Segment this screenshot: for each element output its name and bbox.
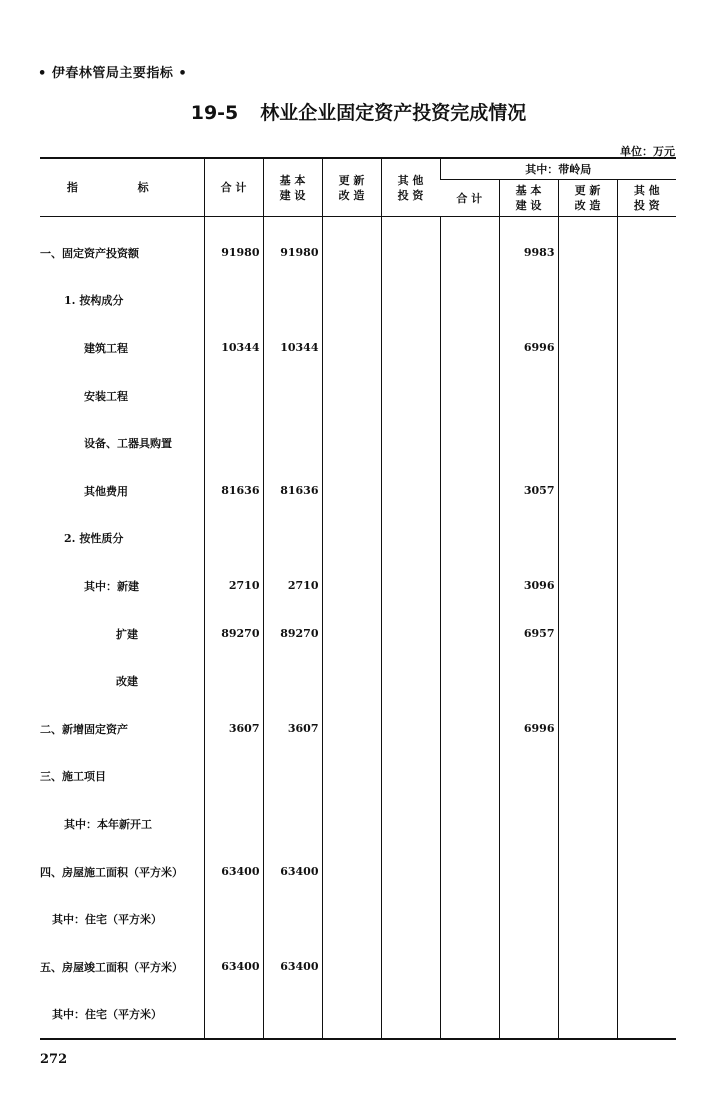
page-title <box>0 98 717 125</box>
running-head: • 伊春林管局主要指标 • <box>38 66 188 81</box>
row-label: 建筑工程 <box>84 341 128 355</box>
table-row <box>40 800 676 848</box>
row-label: 1. 按构成分 <box>64 294 124 308</box>
table-row <box>40 753 676 801</box>
row-label: 扩建 <box>116 627 138 641</box>
table-row <box>40 991 676 1040</box>
row-label: 五、房屋竣工面积（平方米） <box>40 960 183 974</box>
row-label: 其中：新建 <box>84 579 139 593</box>
title-number: 19-5 <box>190 102 239 124</box>
table-row <box>40 419 676 467</box>
table-row <box>40 277 676 325</box>
row-label: 二、新增固定资产 <box>40 722 128 736</box>
row-label: 三、施工项目 <box>40 770 106 784</box>
cell-renew <box>322 217 381 277</box>
cell-sub-renew <box>558 217 617 277</box>
table-row: 五、房屋竣工面积（平方米） 63400 63400 <box>40 943 676 991</box>
table-row: 其中：新建 2710 2710 3096 <box>40 562 676 610</box>
row-label: 安装工程 <box>84 389 128 403</box>
table-row <box>40 657 676 705</box>
table-row <box>40 895 676 943</box>
row-label: 其中：本年新开工 <box>64 817 152 831</box>
cell-sub-other <box>617 217 676 277</box>
unit-label: 单位：万元 <box>620 145 675 158</box>
row-label: 四、房屋施工面积（平方米） <box>40 865 183 879</box>
header-sub-total: 合 计 <box>456 191 483 205</box>
cell-sub-total <box>440 217 499 277</box>
row-label: 2. 按性质分 <box>64 532 124 546</box>
header-group-dailing: 其中：带岭局 <box>440 158 676 180</box>
header-indicator: 指 标 <box>66 181 177 194</box>
cell-other <box>381 217 440 277</box>
header-other: 其 他 投 资 <box>381 158 440 217</box>
row-label: 其中：住宅（平方米） <box>52 1008 162 1022</box>
table-row: 其他费用 81636 81636 3057 <box>40 467 676 515</box>
row-label: 其他费用 <box>84 484 128 498</box>
investment-table <box>40 157 676 1040</box>
header-total: 合 计 <box>204 158 263 217</box>
header-sub-basic: 基 本 建 设 <box>499 180 558 217</box>
table-row <box>40 372 676 420</box>
header-sub-renew: 更 新 改 造 <box>558 180 617 217</box>
page-number: 272 <box>40 1052 68 1067</box>
cell-sub-basic: 9983 <box>499 217 558 277</box>
row-label: 一、固定资产投资额 <box>40 246 139 260</box>
header-renew: 更 新 改 造 <box>322 158 381 217</box>
table-row: 建筑工程 10344 10344 6996 <box>40 324 676 372</box>
header-sub-other: 其 他 投 资 <box>617 180 676 217</box>
table-row: 扩建 89270 89270 6957 <box>40 610 676 658</box>
table-row <box>40 515 676 563</box>
table-row: 四、房屋施工面积（平方米） 63400 63400 <box>40 848 676 896</box>
table-row: 二、新增固定资产 3607 3607 6996 <box>40 705 676 753</box>
cell-total: 91980 <box>204 217 263 277</box>
table-row <box>40 217 676 277</box>
title-text: 林业企业固定资产投资完成情况 <box>260 102 527 124</box>
header-basic: 基 本 建 设 <box>263 158 322 217</box>
cell-basic: 91980 <box>263 217 322 277</box>
row-label: 设备、工器具购置 <box>84 437 172 451</box>
row-label: 改建 <box>116 675 138 689</box>
row-label: 其中：住宅（平方米） <box>52 913 162 927</box>
